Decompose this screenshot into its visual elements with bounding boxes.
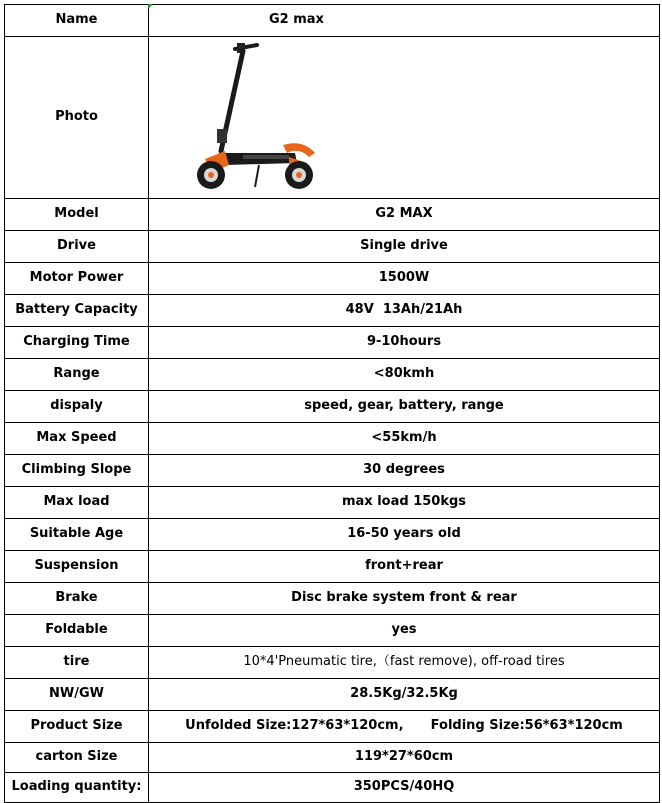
label-brake: Brake — [5, 583, 149, 615]
value-max-load: max load 150kgs — [149, 487, 660, 519]
row-carton-size — [5, 743, 660, 773]
value-range: <80kmh — [149, 359, 660, 391]
label-display: dispaly — [5, 391, 149, 423]
row-drive — [5, 231, 660, 263]
cell-corner-marker — [148, 4, 153, 9]
value-suspension: front+rear — [149, 551, 660, 583]
value-name: G2 max — [149, 5, 660, 37]
label-battery-capacity: Battery Capacity — [5, 295, 149, 327]
value-brake: Disc brake system front & rear — [149, 583, 660, 615]
value-max-speed: <55km/h — [149, 423, 660, 455]
row-max-speed — [5, 423, 660, 455]
label-range: Range — [5, 359, 149, 391]
value-model: G2 MAX — [149, 199, 660, 231]
value-battery-capacity: 48V 13Ah/21Ah — [149, 295, 660, 327]
electric-scooter-image — [185, 41, 325, 191]
row-model — [5, 199, 660, 231]
row-brake — [5, 583, 660, 615]
label-max-speed: Max Speed — [5, 423, 149, 455]
row-climbing-slope — [5, 455, 660, 487]
value-product-size: Unfolded Size:127*63*120cm, Folding Size:56*63*120cm — [149, 711, 660, 743]
row-motor-power — [5, 263, 660, 295]
label-loading-quantity: Loading quantity: — [5, 773, 149, 803]
label-nw-gw: NW/GW — [5, 679, 149, 711]
value-carton-size: 119*27*60cm — [149, 743, 660, 773]
row-suitable-age — [5, 519, 660, 551]
row-battery-capacity — [5, 295, 660, 327]
value-photo — [149, 37, 660, 199]
row-range — [5, 359, 660, 391]
row-tire — [5, 647, 660, 679]
value-loading-quantity: 350PCS/40HQ — [149, 773, 660, 803]
label-climbing-slope: Climbing Slope — [5, 455, 149, 487]
label-photo: Photo — [5, 37, 149, 199]
row-foldable — [5, 615, 660, 647]
value-motor-power: 1500W — [149, 263, 660, 295]
row-max-load — [5, 487, 660, 519]
label-carton-size: carton Size — [5, 743, 149, 773]
value-tire: 10*4'Pneumatic tire,（fast remove), off-road tires — [149, 647, 660, 679]
row-suspension — [5, 551, 660, 583]
label-drive: Drive — [5, 231, 149, 263]
label-foldable: Foldable — [5, 615, 149, 647]
label-max-load: Max load — [5, 487, 149, 519]
value-climbing-slope: 30 degrees — [149, 455, 660, 487]
label-name: Name — [5, 5, 149, 37]
row-photo — [5, 37, 660, 199]
value-nw-gw: 28.5Kg/32.5Kg — [149, 679, 660, 711]
label-product-size: Product Size — [5, 711, 149, 743]
row-display — [5, 391, 660, 423]
label-suitable-age: Suitable Age — [5, 519, 149, 551]
row-name — [5, 5, 660, 37]
value-suitable-age: 16-50 years old — [149, 519, 660, 551]
row-loading-quantity — [5, 773, 660, 803]
row-charging-time — [5, 327, 660, 359]
value-drive: Single drive — [149, 231, 660, 263]
value-charging-time: 9-10hours — [149, 327, 660, 359]
row-nw-gw — [5, 679, 660, 711]
row-product-size — [5, 711, 660, 743]
spec-table — [4, 4, 660, 803]
value-display: speed, gear, battery, range — [149, 391, 660, 423]
label-suspension: Suspension — [5, 551, 149, 583]
label-model: Model — [5, 199, 149, 231]
value-foldable: yes — [149, 615, 660, 647]
label-tire: tire — [5, 647, 149, 679]
label-charging-time: Charging Time — [5, 327, 149, 359]
label-motor-power: Motor Power — [5, 263, 149, 295]
